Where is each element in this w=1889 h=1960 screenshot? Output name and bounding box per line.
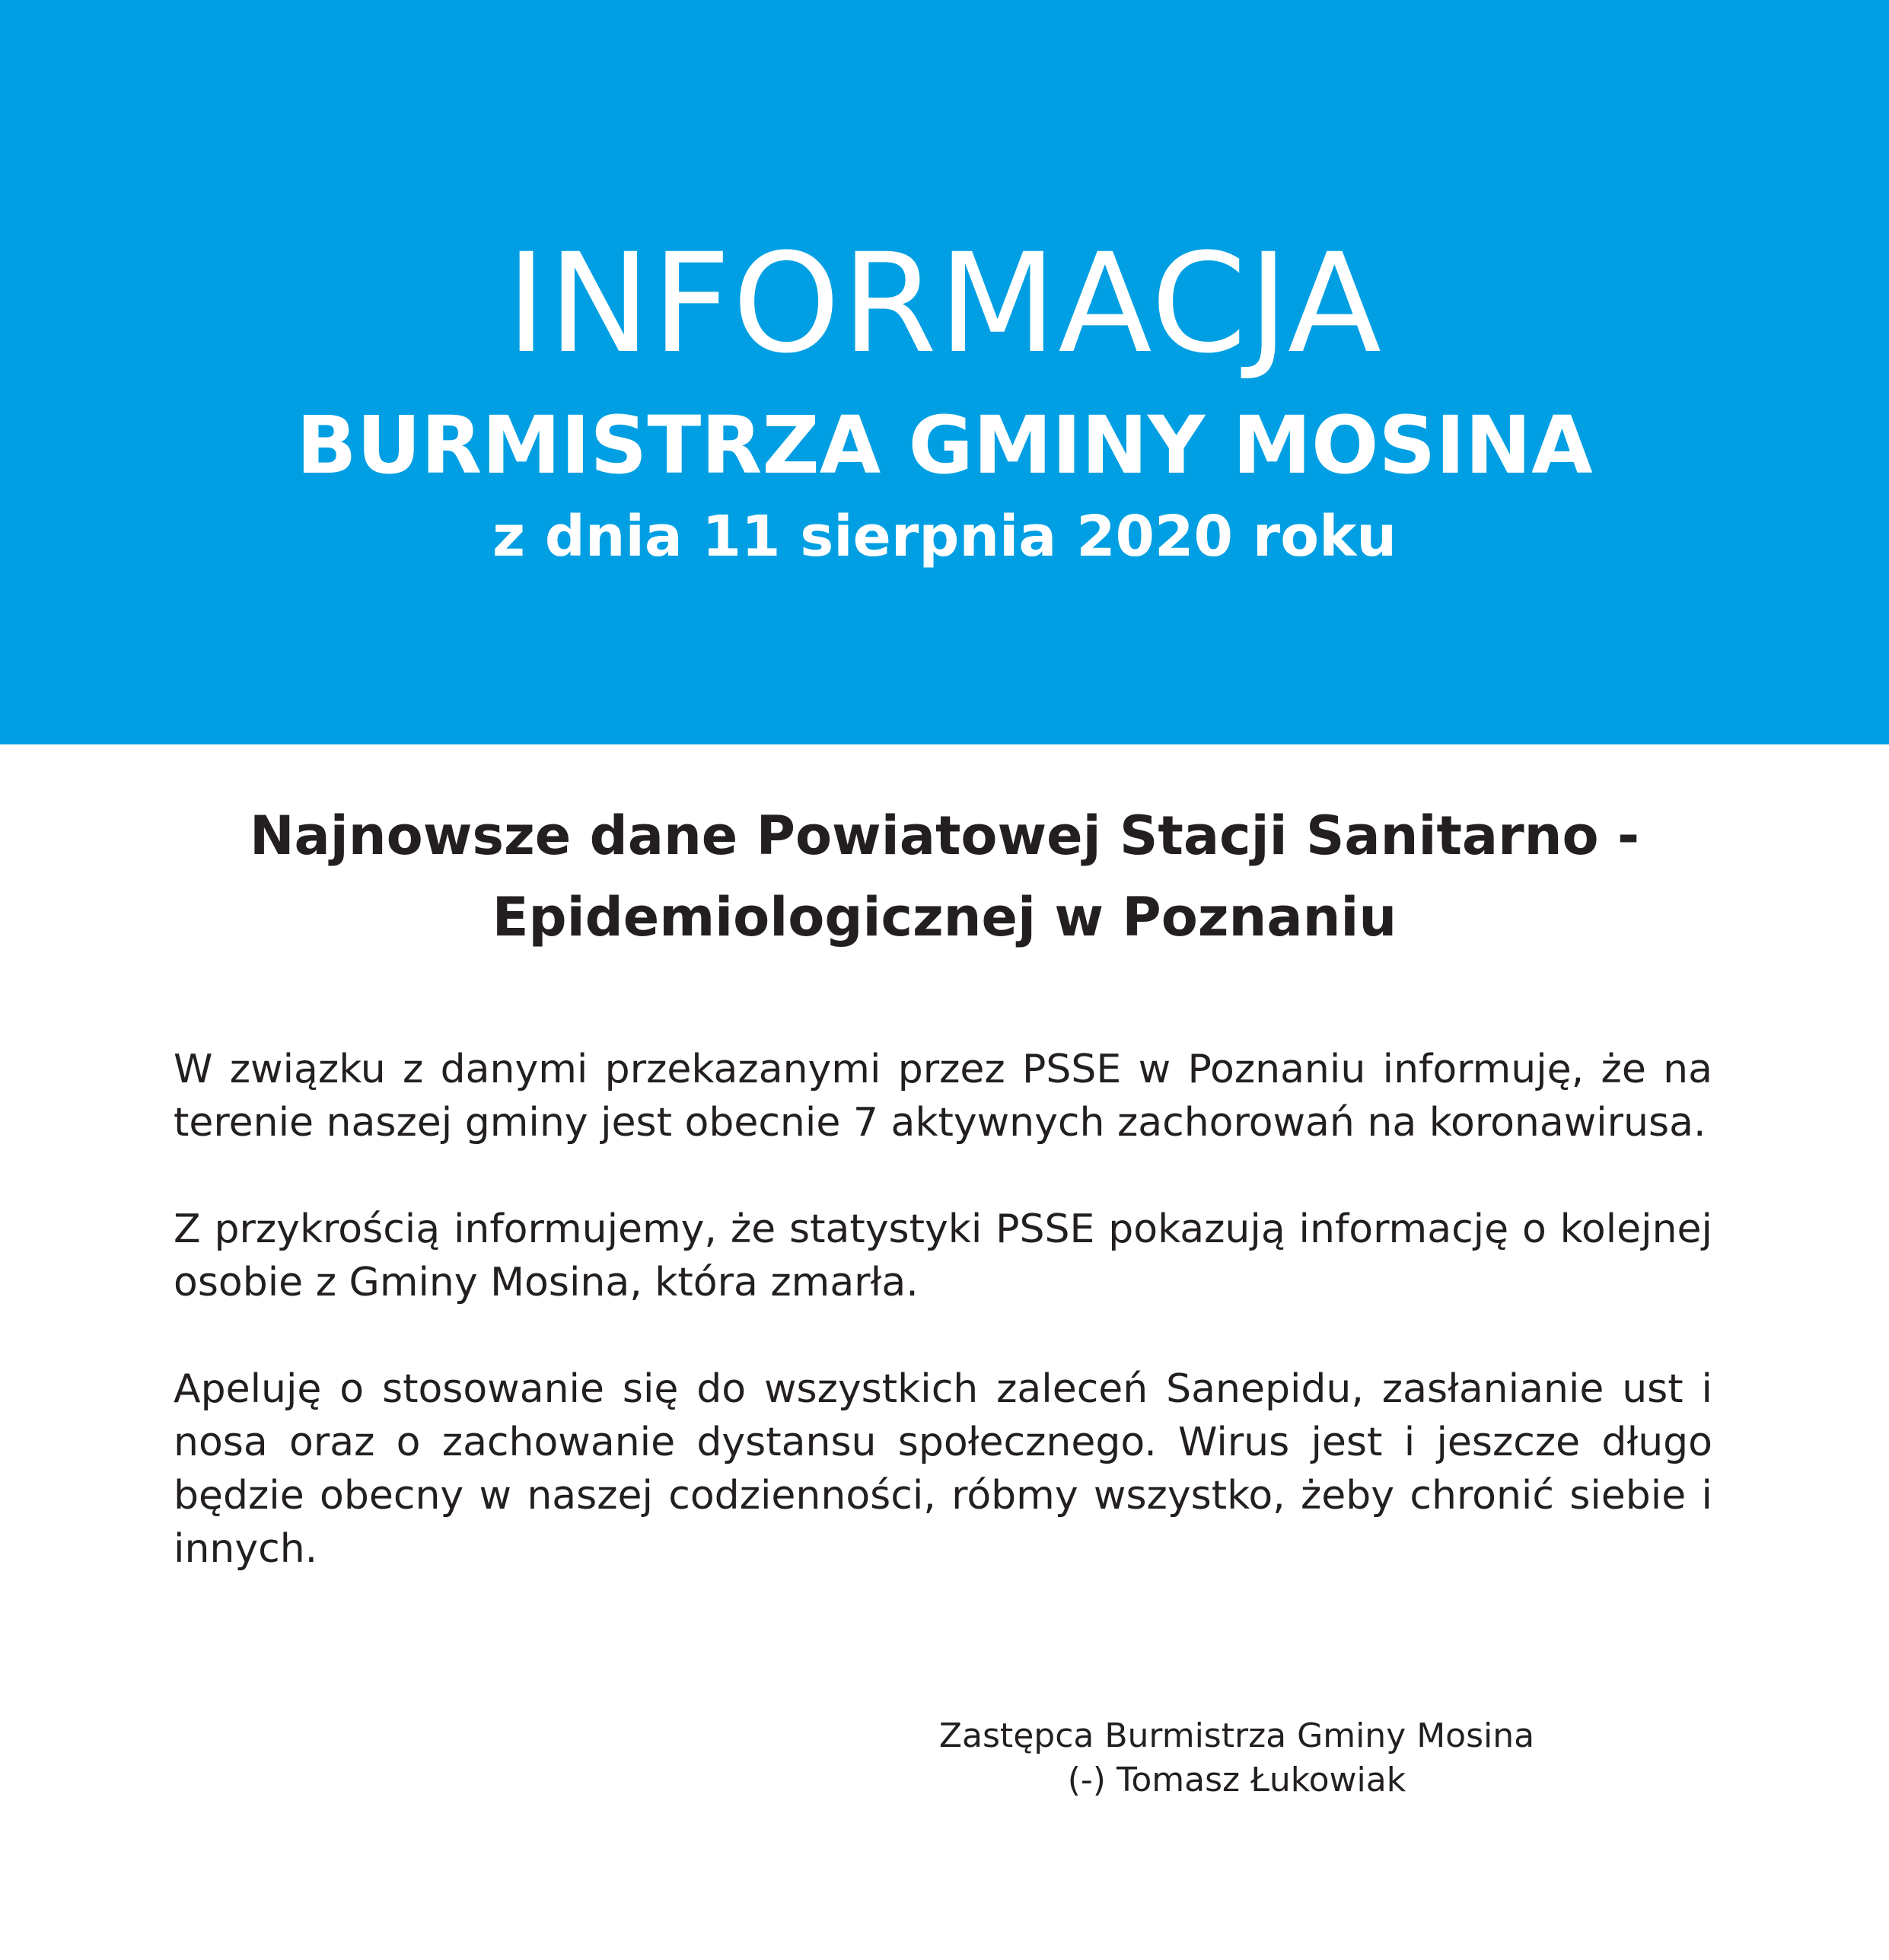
paragraph-appeal: Apeluję o stosowanie się do wszystkich zaleceń Sanepidu, zasłanianie ust i nosa oraz o zachowanie dystansu społecznego. Wirus jest i jeszcze długo będzie obecny w naszej codzienności, róbmy wszystko, żeby chronić siebie i innych. bbox=[174, 1366, 1712, 1572]
signature-name: (-) Tomasz Łukowiak bbox=[1067, 1761, 1406, 1799]
section-heading-line-1: Najnowsze dane Powiatowej Stacji Sanitarno - bbox=[249, 805, 1640, 867]
document-subtitle: BURMISTRZA GMINY MOSINA bbox=[296, 399, 1593, 492]
header-banner bbox=[0, 0, 1889, 744]
signature-role: Zastępca Burmistrza Gminy Mosina bbox=[938, 1716, 1535, 1755]
section-heading-line-2: Epidemiologicznej w Poznaniu bbox=[492, 886, 1397, 948]
paragraph-death-notice: Z przykrością informujemy, że statystyki PSSE pokazują informację o kolejnej osobie z Gminy Mosina, która zmarła. bbox=[174, 1206, 1712, 1305]
paragraph-active-cases: W związku z danymi przekazanymi przez PSSE w Poznaniu informuję, że na terenie naszej gminy jest obecnie 7 aktywnych zachorowań na koronawirusa. bbox=[174, 1047, 1712, 1146]
body-text bbox=[174, 1043, 1712, 1629]
section-heading bbox=[137, 795, 1752, 958]
document-title: INFORMACJA bbox=[505, 225, 1384, 384]
signature-block bbox=[894, 1714, 1579, 1802]
document-date: z dnia 11 sierpnia 2020 roku bbox=[492, 504, 1397, 569]
